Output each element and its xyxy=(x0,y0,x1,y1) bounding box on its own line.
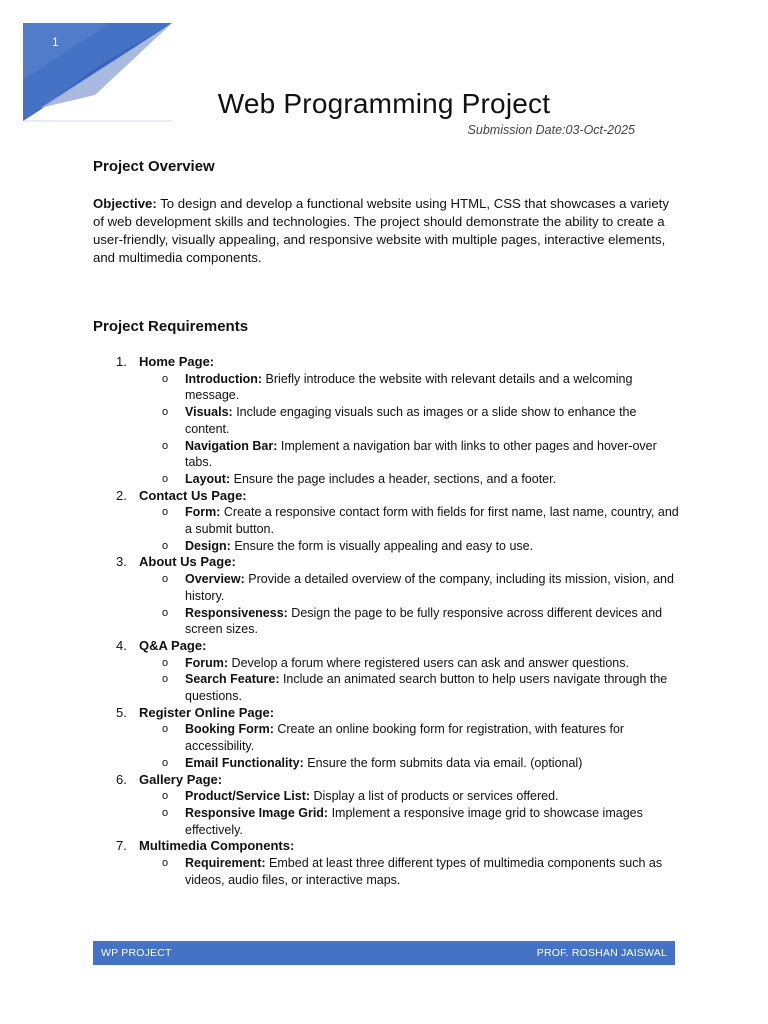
requirement-item xyxy=(93,354,683,488)
requirement-subitems xyxy=(93,788,683,838)
hollow-bullet-icon: o xyxy=(162,723,169,736)
objective-label: Objective: xyxy=(93,196,157,211)
requirement-item xyxy=(93,772,683,839)
subitem-text: Include an animated search button to help users navigate through the questions. xyxy=(185,672,668,704)
requirement-item xyxy=(93,638,683,705)
requirement-number: 3. xyxy=(116,554,127,570)
requirement-number: 4. xyxy=(116,637,127,653)
subitem-label: Form: xyxy=(185,505,221,520)
submission-date: Submission Date:03-Oct-2025 xyxy=(467,123,635,137)
requirement-item xyxy=(93,488,683,555)
requirement-subitems xyxy=(93,504,683,554)
subitem-text: Implement a navigation bar with links to other pages and hover-over tabs. xyxy=(185,438,657,470)
overview-heading: Project Overview xyxy=(93,158,215,175)
requirement-number: 1. xyxy=(116,354,127,369)
page-number: 1 xyxy=(52,35,59,49)
requirement-title: Multimedia Components: xyxy=(139,838,295,854)
hollow-bullet-icon: o xyxy=(162,506,169,519)
objective-paragraph xyxy=(93,195,673,267)
requirement-subitem xyxy=(93,571,683,604)
hollow-bullet-icon: o xyxy=(162,372,169,385)
requirement-subitems xyxy=(93,571,683,638)
hollow-bullet-icon: o xyxy=(162,606,169,619)
requirement-subitem xyxy=(93,404,683,437)
requirement-subitem xyxy=(93,855,683,888)
subitem-label: Introduction: xyxy=(185,371,263,386)
subitem-text: Ensure the form submits data via email. (optional) xyxy=(303,755,583,770)
hollow-bullet-icon: o xyxy=(162,539,169,552)
subitem-text: Include engaging visuals such as images or a slide show to enhance the content. xyxy=(185,405,637,436)
requirement-subitem xyxy=(93,371,683,404)
footer-right: PROF. ROSHAN JAISWAL xyxy=(536,947,667,959)
hollow-bullet-icon: o xyxy=(162,439,169,452)
page-footer xyxy=(93,941,675,965)
subitem-text: Create a responsive contact form with fields for first name, last name, country, and a submit button. xyxy=(185,505,679,537)
requirement-number: 7. xyxy=(116,838,127,854)
requirements-heading: Project Requirements xyxy=(93,318,249,335)
footer-left: WP PROJECT xyxy=(101,947,172,959)
requirement-item xyxy=(93,838,683,888)
hollow-bullet-icon: o xyxy=(162,806,169,819)
subitem-text: Ensure the page includes a header, sections, and a footer. xyxy=(230,471,557,486)
requirement-subitems xyxy=(93,655,683,705)
requirement-subitem xyxy=(93,655,683,672)
hollow-bullet-icon: o xyxy=(162,756,169,769)
requirement-subitem xyxy=(93,755,683,772)
hollow-bullet-icon: o xyxy=(162,857,169,870)
subitem-text: Briefly introduce the website with relevant details and a welcoming message. xyxy=(185,371,633,403)
subitem-label: Email Functionality: xyxy=(185,755,304,770)
subitem-label: Design: xyxy=(185,538,231,553)
requirement-subitems xyxy=(93,371,683,488)
requirement-number: 2. xyxy=(116,487,127,503)
hollow-bullet-icon: o xyxy=(162,472,169,485)
requirement-title: Q&A Page: xyxy=(139,637,207,653)
requirement-title: Contact Us Page: xyxy=(139,487,247,503)
subitem-text: Design the page to be fully responsive across different devices and screen sizes. xyxy=(185,605,663,637)
subitem-text: Create an online booking form for registration, with features for accessibility. xyxy=(185,722,625,754)
subitem-text: Ensure the form is visually appealing and easy to use. xyxy=(230,538,534,553)
requirement-subitem xyxy=(93,504,683,537)
hollow-bullet-icon: o xyxy=(162,673,169,686)
requirement-subitem xyxy=(93,471,683,488)
requirement-number: 5. xyxy=(116,704,127,720)
requirement-subitem xyxy=(93,605,683,638)
subitem-label: Responsive Image Grid: xyxy=(185,805,329,820)
requirement-item xyxy=(93,554,683,638)
hollow-bullet-icon: o xyxy=(162,656,169,669)
requirement-subitem xyxy=(93,438,683,471)
requirement-number: 6. xyxy=(116,771,127,787)
subitem-text: Implement a responsive image grid to showcase images effectively. xyxy=(185,805,643,837)
hollow-bullet-icon: o xyxy=(162,573,169,586)
requirement-title: Register Online Page: xyxy=(139,704,275,720)
subitem-label: Requirement: xyxy=(185,856,266,871)
subitem-text: Develop a forum where registered users can ask and answer questions. xyxy=(228,655,629,670)
subitem-label: Responsiveness: xyxy=(185,605,288,620)
subitem-label: Booking Form: xyxy=(185,722,274,737)
requirement-title: About Us Page: xyxy=(139,554,236,570)
subitem-label: Visuals: xyxy=(185,405,233,420)
requirement-subitem xyxy=(93,721,683,754)
requirement-title: Gallery Page: xyxy=(139,771,223,787)
subitem-label: Forum: xyxy=(185,655,229,670)
document-title: Web Programming Project xyxy=(217,88,551,119)
hollow-bullet-icon: o xyxy=(162,406,169,419)
subitem-label: Navigation Bar: xyxy=(185,438,278,453)
requirement-subitems xyxy=(93,721,683,771)
subitem-label: Overview: xyxy=(185,572,245,587)
requirement-subitem xyxy=(93,671,683,704)
subitem-label: Layout: xyxy=(185,471,231,486)
requirement-item xyxy=(93,705,683,772)
subitem-text: Provide a detailed overview of the company, including its mission, vision, and history. xyxy=(185,572,674,603)
subitem-label: Product/Service List: xyxy=(185,789,311,804)
subitem-text: Display a list of products or services offered. xyxy=(310,789,559,804)
requirement-subitem xyxy=(93,538,683,555)
requirement-subitem xyxy=(93,805,683,838)
requirements-list xyxy=(93,354,683,889)
hollow-bullet-icon: o xyxy=(162,790,169,803)
subitem-text: Embed at least three different types of multimedia components such as videos, audio files, or interactive maps. xyxy=(185,856,663,887)
objective-text: To design and develop a functional website using HTML, CSS that showcases a variety of web development skills and technologies. The project should demonstrate the ability to create a user-friendly, visually appealing, and responsive website with multiple pages, interactive elements, and multimedia components. xyxy=(93,196,669,265)
subitem-label: Search Feature: xyxy=(185,672,280,687)
requirement-subitem xyxy=(93,788,683,805)
requirement-title: Home Page: xyxy=(139,354,215,369)
requirement-subitems xyxy=(93,855,683,888)
